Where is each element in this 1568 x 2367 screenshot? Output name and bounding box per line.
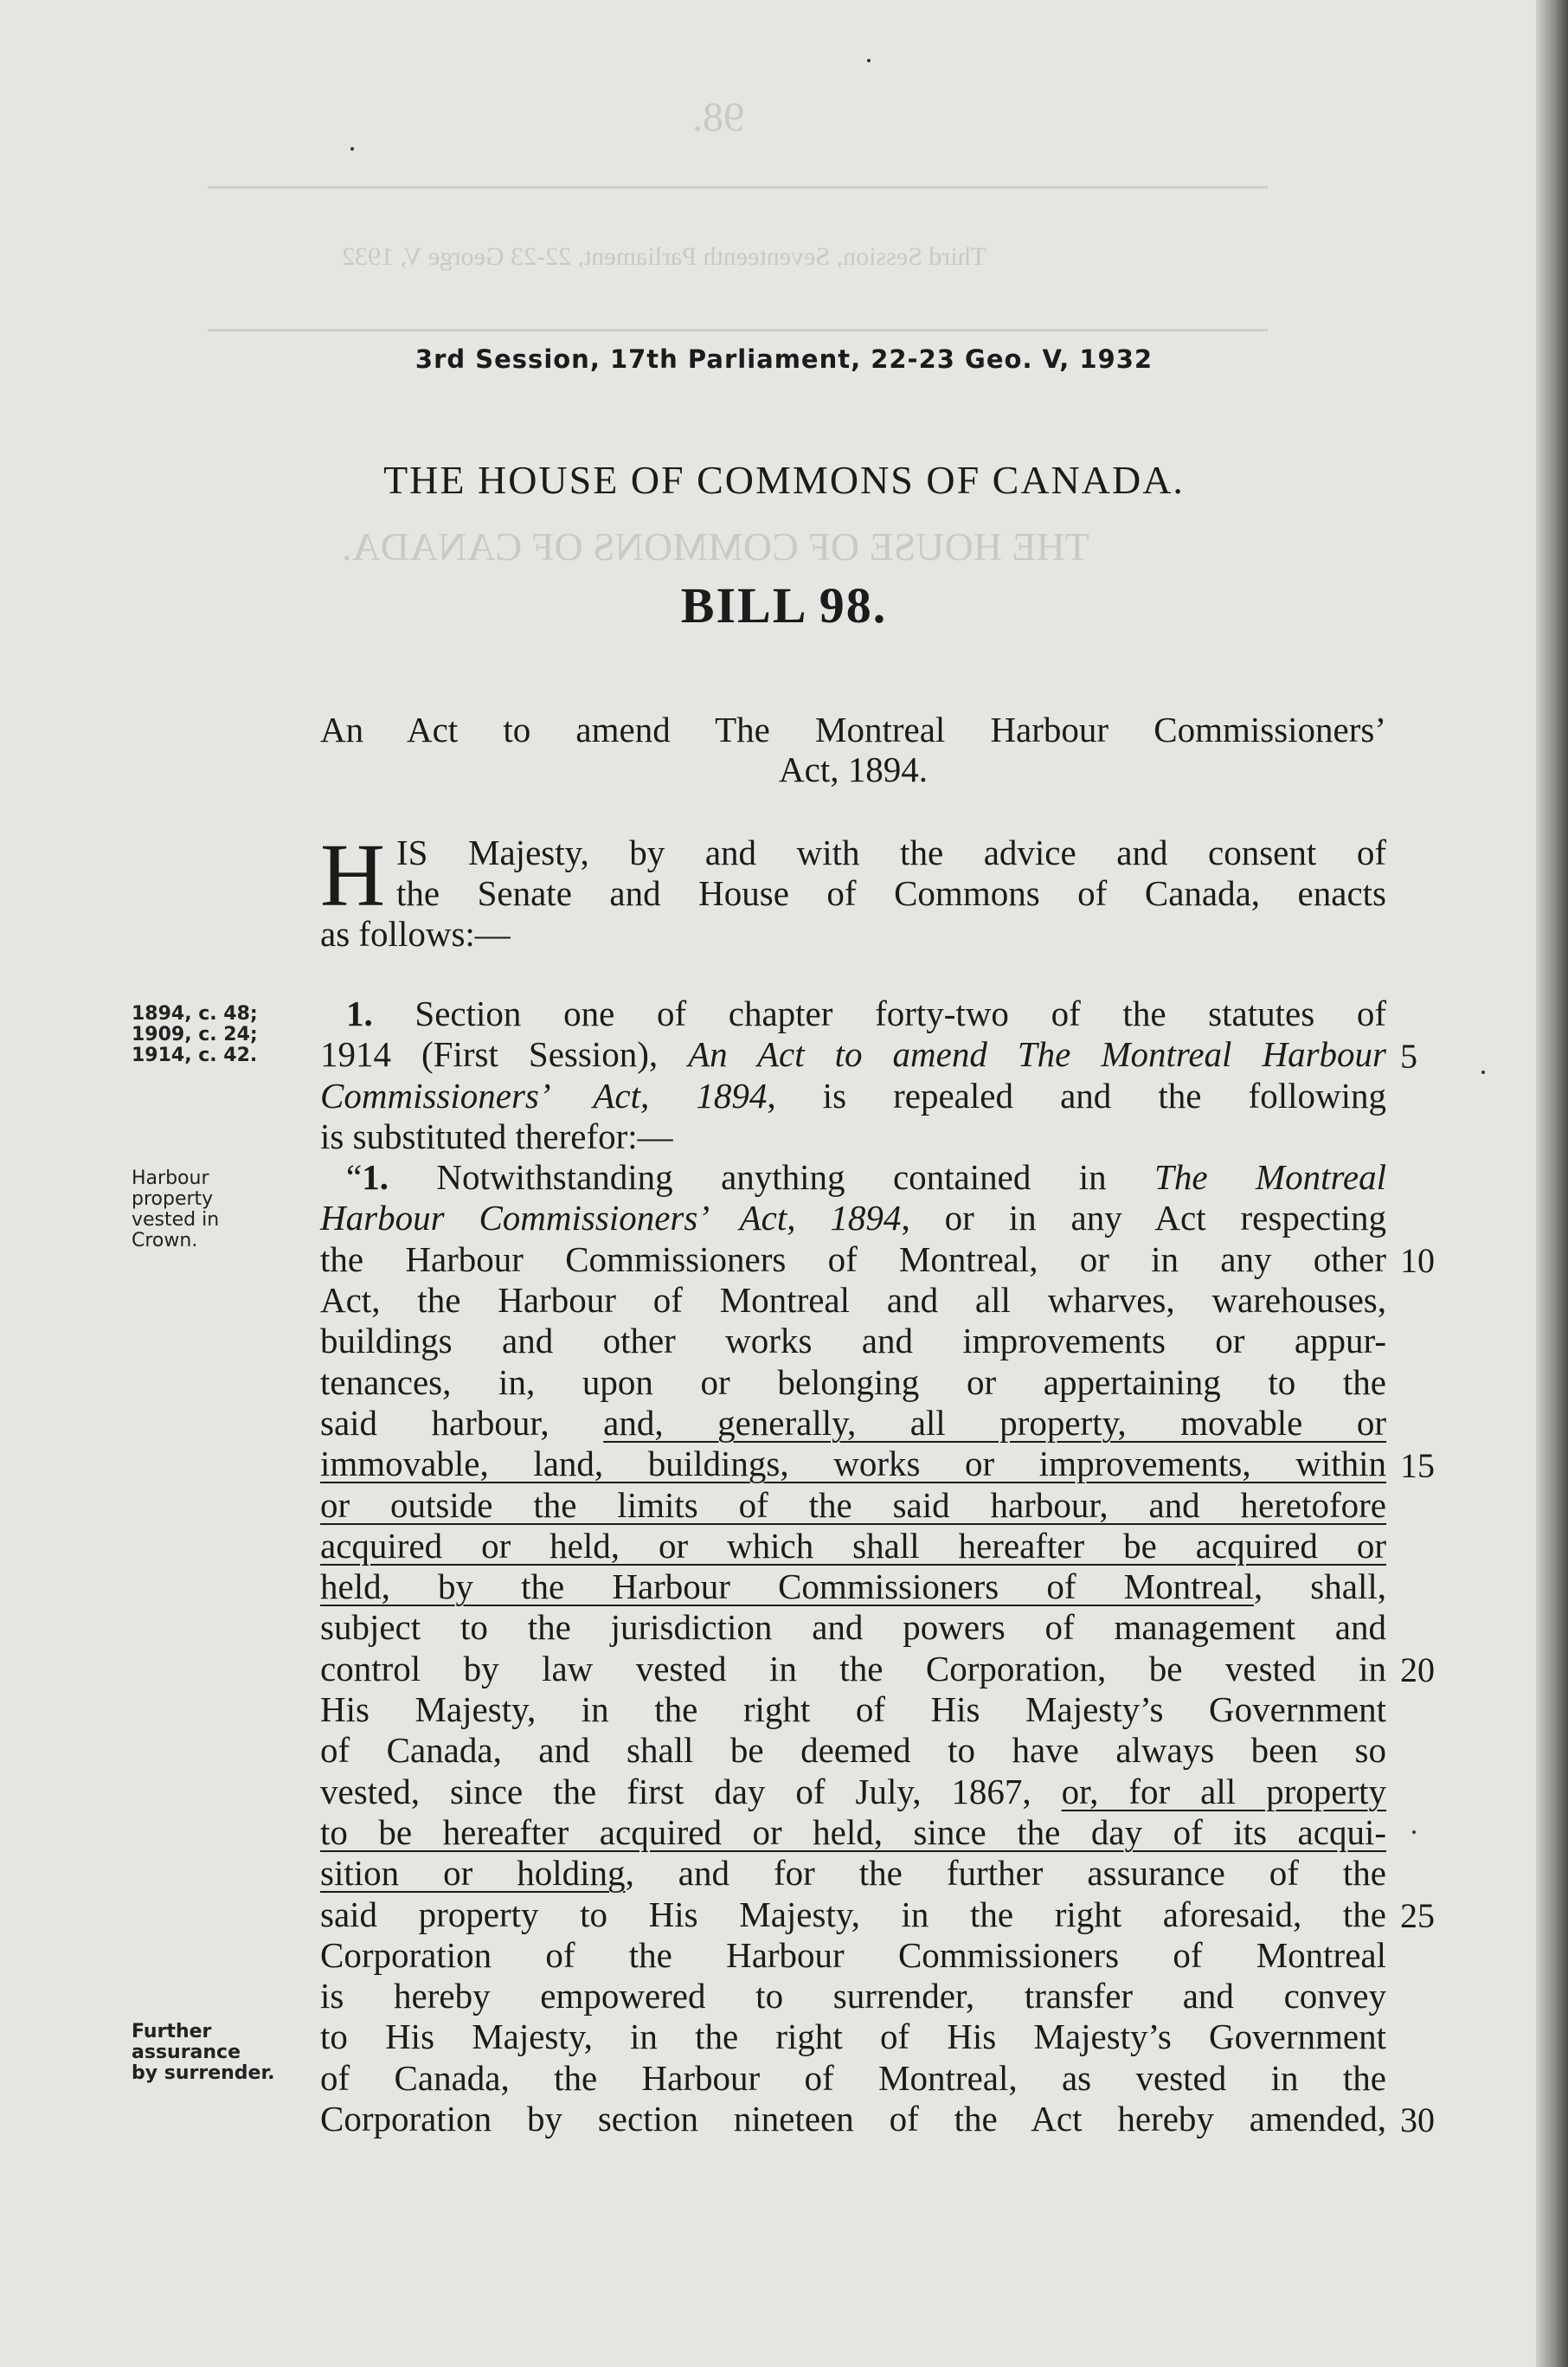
paper-speck — [1481, 1071, 1485, 1074]
body-line: is hereby empowered to surrender, transfer and convey — [320, 1976, 1386, 2016]
margin-note-further-assurance — [132, 2022, 275, 2084]
enacting-line: IS Majesty, by and with the advice and consent of — [396, 833, 1386, 872]
body-line: the Harbour Commissioners of Montreal, or in any other — [320, 1238, 1386, 1279]
underlined-amendment: or, for all property — [1061, 1771, 1387, 1811]
body-line — [320, 1034, 1386, 1075]
body-line: said property to His Majesty, in the right aforesaid, the — [320, 1894, 1386, 1934]
paper-speck — [867, 59, 871, 62]
body-text: , shall, — [1253, 1566, 1386, 1607]
section-number: 1. — [346, 994, 373, 1033]
session-line: 3rd Session, 17th Parliament, 22-23 Geo. V, 1932 — [414, 344, 1154, 374]
margin-note-line: by surrender. — [132, 2062, 275, 2084]
section-1-body — [320, 994, 1386, 2139]
act-title-italic: An Act to amend The Montreal Harbour — [688, 1034, 1386, 1075]
margin-note-line: Harbour — [132, 1167, 209, 1189]
body-line — [320, 994, 1386, 1034]
body-line — [320, 1772, 1386, 1812]
body-line: to His Majesty, in the right of His Majesty’s Government — [320, 2016, 1386, 2057]
body-text: , and for the further assurance of the — [625, 1853, 1386, 1894]
line-number: 5 — [1400, 1037, 1417, 1076]
bleed-through-mark: 98. — [692, 94, 744, 140]
underlined-amendment-line: or outside the limits of the said harbour, and heretofore — [320, 1484, 1386, 1525]
margin-note-line: property — [132, 1188, 214, 1210]
bill-title-line-1: An Act to amend The Montreal Harbour Commissioners’ — [320, 710, 1386, 749]
body-line: His Majesty, in the right of His Majesty’s Government — [320, 1689, 1386, 1730]
bleed-through-mark: Third Session, Seventeenth Parliament, 22-23 George V, 1932 — [342, 242, 986, 271]
bleed-through-mark: THE HOUSE OF COMMONS OF CANADA. — [342, 524, 1089, 569]
bill-title-line-2: Act, 1894. — [779, 749, 928, 789]
underlined-amendment: and, generally, all property, movable or — [603, 1402, 1386, 1443]
body-line: control by law vested in the Corporation, be vested in — [320, 1648, 1386, 1688]
paper-speck — [1412, 1830, 1416, 1834]
line-number: 25 — [1400, 1896, 1435, 1935]
act-title-italic: Harbour Commissioners’ Act, 1894 — [320, 1198, 902, 1238]
body-line: of Canada, and shall be deemed to have always been so — [320, 1730, 1386, 1771]
body-line — [320, 1566, 1386, 1607]
underlined-amendment-line: immovable, land, buildings, works or improvements, within — [320, 1444, 1386, 1484]
line-number: 15 — [1400, 1446, 1435, 1485]
bill-title — [320, 710, 1386, 789]
body-line: Corporation of the Harbour Commissioners of Montreal — [320, 1934, 1386, 1975]
body-line: buildings and other works and improvements or appur- — [320, 1321, 1386, 1361]
house-heading: THE HOUSE OF COMMONS OF CANADA. — [383, 458, 1185, 502]
body-line: tenances, in, upon or belonging or appertaining to the — [320, 1361, 1386, 1402]
body-line — [320, 1157, 1386, 1198]
subsection-number: 1. — [362, 1157, 389, 1198]
line-number: 20 — [1400, 1650, 1435, 1689]
body-text: Section one of chapter forty-two of the statutes of — [414, 994, 1386, 1033]
body-line — [320, 1076, 1386, 1116]
body-text: , or in any Act respecting — [901, 1198, 1386, 1238]
body-line: of Canada, the Harbour of Montreal, as vested in the — [320, 2057, 1386, 2098]
body-line: Corporation by section nineteen of the Act hereby amended, — [320, 2099, 1386, 2139]
underlined-amendment-line: to be hereafter acquired or held, since the day of its acqui- — [320, 1811, 1386, 1852]
bleed-rule-top — [208, 186, 1268, 189]
drop-cap: H — [320, 826, 386, 925]
body-line — [320, 1403, 1386, 1444]
body-line: Act, the Harbour of Montreal and all wharves, warehouses, — [320, 1280, 1386, 1321]
body-text: vested, since the first day of July, 1867, — [320, 1771, 1062, 1811]
margin-note-line: vested in — [132, 1209, 220, 1231]
body-text: , is repealed and the following — [767, 1075, 1386, 1116]
body-text: Notwithstanding anything contained in — [388, 1157, 1155, 1198]
paper-speck — [350, 147, 354, 151]
margin-note-citations — [132, 1004, 258, 1066]
line-number: 10 — [1400, 1241, 1435, 1280]
body-text: 1914 (First Session), — [320, 1034, 689, 1075]
margin-note-line: Crown. — [132, 1230, 198, 1251]
margin-citation: 1894, c. 48; — [132, 1003, 258, 1025]
body-text: said harbour, — [320, 1402, 604, 1443]
bill-number: BILL 98. — [680, 577, 888, 634]
underlined-amendment: sition or holding — [320, 1853, 626, 1894]
bleed-rule-bottom — [208, 329, 1268, 331]
line-number: 30 — [1400, 2100, 1435, 2139]
enacting-line: the Senate and House of Commons of Canada, enacts — [396, 873, 1386, 913]
underlined-amendment: held, by the Harbour Commissioners of Montreal — [320, 1566, 1254, 1607]
body-line: is substituted therefor:— — [320, 1116, 673, 1156]
margin-note-harbour-property — [132, 1168, 219, 1251]
body-line — [320, 1853, 1386, 1894]
underlined-amendment-line: acquired or held, or which shall hereafter be acquired or — [320, 1525, 1386, 1566]
body-line: subject to the jurisdiction and powers of management and — [320, 1607, 1386, 1648]
margin-citation: 1909, c. 24; — [132, 1024, 258, 1045]
enacting-line: as follows:— — [320, 914, 511, 954]
enacting-clause — [320, 826, 1386, 955]
act-title-italic: Commissioners’ Act, 1894 — [320, 1075, 768, 1116]
body-text: “ — [346, 1157, 363, 1198]
margin-note-line: assurance — [132, 2042, 241, 2063]
margin-note-line: Further — [132, 2021, 212, 2042]
margin-citation: 1914, c. 42. — [132, 1045, 258, 1066]
act-title-italic: The Montreal — [1154, 1157, 1386, 1198]
body-line — [320, 1198, 1386, 1238]
